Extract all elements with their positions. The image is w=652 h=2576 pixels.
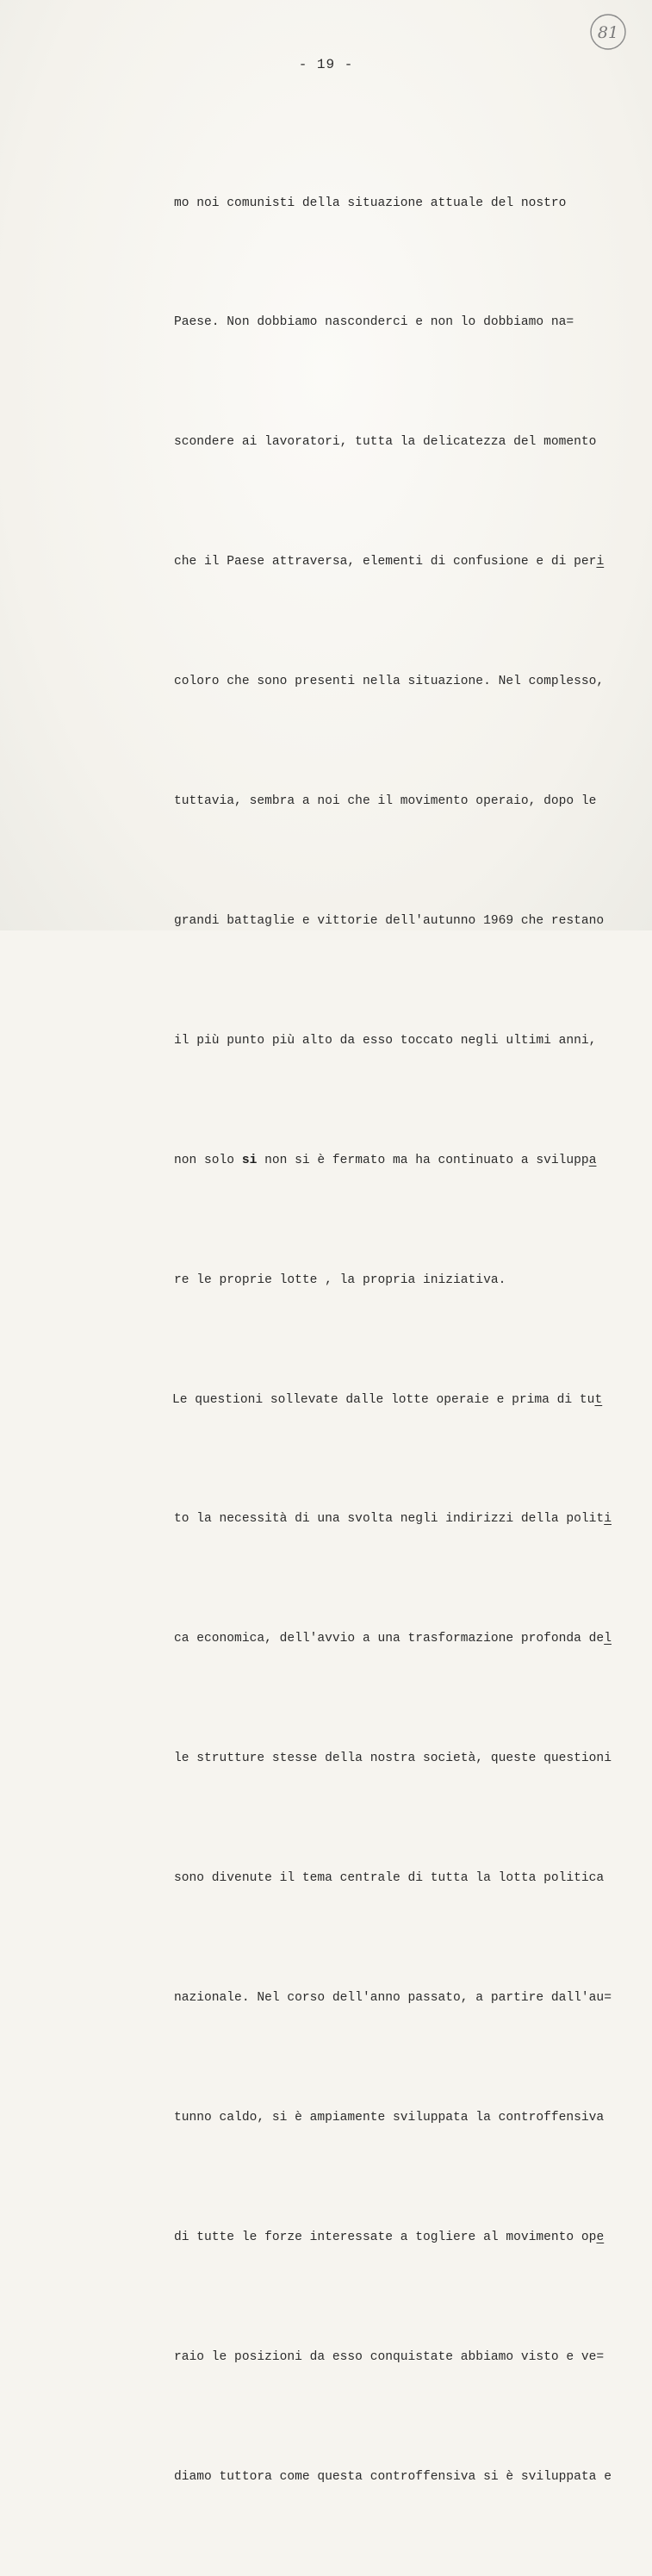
underlined-char: l — [604, 1632, 612, 1646]
underlined-char: i — [596, 555, 605, 569]
page-number: - 19 - — [298, 57, 354, 72]
text-line: Le questioni sollevate dalle lotte operaie e prima di tut — [172, 1392, 603, 1407]
text-line: le strutture stesse della nostra società, queste questioni — [174, 1752, 612, 1766]
text-line: mo noi comunisti della situazione attuale del nostro — [174, 196, 567, 210]
text-line: sono divenute il tema centrale di tutta la lotta politica — [174, 1871, 605, 1886]
text-line: diamo tuttora come questa controffensiva si è sviluppata e — [174, 2469, 612, 2484]
text-line: ca economica, dell'avvio a una trasformazione profonda del — [174, 1632, 612, 1646]
body-text — [174, 103, 639, 2576]
text-line: il più punto più alto da esso toccato negli ultimi anni, — [174, 1033, 597, 1048]
folio-stamp-icon — [588, 12, 628, 52]
text-line: di tutte le forze interessate a togliere al movimento ope — [174, 2230, 605, 2244]
folio-stamp-number: 81 — [597, 23, 619, 42]
text-line: scondere ai lavoratori, tutta la delicatezza del momento — [174, 435, 597, 450]
text-line: Paese. Non dobbiamo nasconderci e non lo dobbiamo na= — [174, 315, 574, 330]
text-line: coloro che sono presenti nella situazione. Nel complesso, — [174, 675, 605, 689]
underlined-char: i — [604, 1512, 612, 1527]
text-line: nazionale. Nel corso dell'anno passato, a partire dall'au= — [174, 1990, 612, 2005]
underlined-char: t — [594, 1392, 603, 1407]
text-line: raio le posizioni da esso conquistate abbiamo visto e ve= — [174, 2349, 605, 2364]
text-line: grandi battaglie e vittorie dell'autunno 1969 che restano — [174, 913, 605, 928]
text-line: re le proprie lotte , la propria iniziativa. — [174, 1272, 506, 1287]
text-line: tuttavia, sembra a noi che il movimento operaio, dopo le — [174, 794, 597, 809]
text-line: non solo si non si è fermato ma ha continuato a sviluppa — [174, 1153, 597, 1167]
text-line: tunno caldo, si è ampiamente sviluppata la controffensiva — [174, 2110, 605, 2125]
underlined-char: e — [596, 2230, 605, 2244]
text-line: che il Paese attraversa, elementi di confusione e di peri — [174, 555, 605, 569]
text-line: to la necessità di una svolta negli indirizzi della politi — [174, 1512, 612, 1527]
underlined-char: a — [588, 1153, 597, 1167]
overstruck-word: si — [241, 1153, 258, 1167]
